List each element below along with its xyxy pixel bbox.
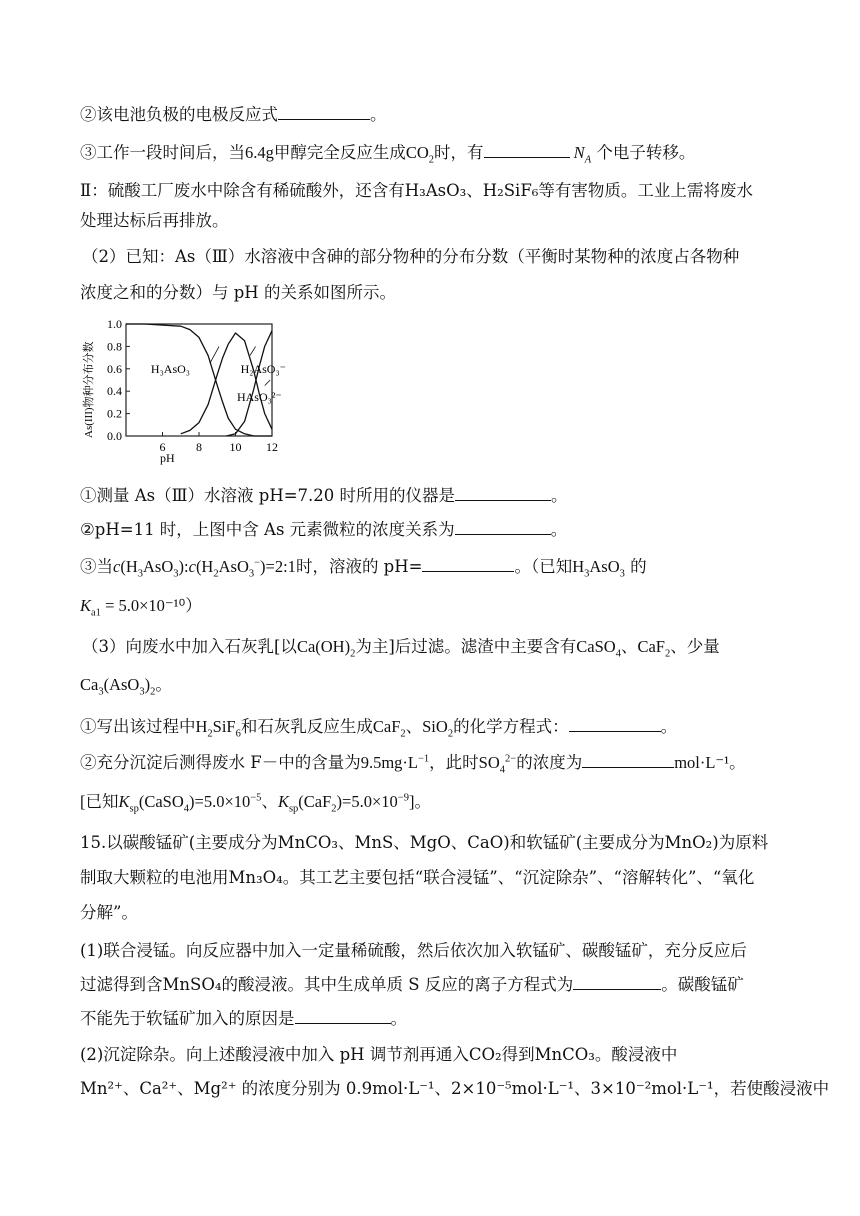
q1-part2: ②该电池负极的电极反应式 。 <box>80 105 387 124</box>
chart-axes <box>126 324 272 436</box>
q2-sub1-text: ①测量 As（Ⅲ）水溶液 pH=7.20 时所用的仪器是 <box>80 486 456 505</box>
x-tick-label: 8 <box>196 440 202 454</box>
answer-blank[interactable] <box>582 753 674 768</box>
series-label-leader-0 <box>210 346 219 363</box>
y-tick-label: 1.0 <box>107 317 122 331</box>
q3-sub1-text-b: 和石灰乳反应生成 <box>240 717 373 736</box>
h2sif6-formula: $H_2SiF_6$ <box>195 717 241 740</box>
ksp-values: [已知$K_{sp}(CaSO_4)=5.0\times 10^{-5}$、$K_{sp}(CaF_2)=5.0\times 10^{-9}$]。 <box>80 792 431 815</box>
ksp-text-b: ]。 <box>408 792 431 811</box>
q3-sub1-text-a: ①写出该过程中 <box>80 717 196 736</box>
x-tick-label: 10 <box>229 440 242 454</box>
q1-mass: 6.4g <box>245 143 274 162</box>
chart-series-labels <box>151 346 286 403</box>
answer-blank[interactable] <box>573 975 661 990</box>
q3-sub2-text-a: ②充分沉淀后测得废水 F－中的含量为 <box>80 753 361 772</box>
q15-line1: 15.以碳酸锰矿(主要成分为MnCO₃、MnS、MgO、CaO)和软锰矿(主要成分为MnO₂)为原料 <box>80 833 769 852</box>
q2-sub1: ①测量 As（Ⅲ）水溶液 pH=7.20 时所用的仪器是 。 <box>80 486 568 505</box>
q3-sub1-text-c: 的化学方程式： <box>453 717 569 736</box>
series-label-1: H₂AsO₃⁻ <box>240 361 286 376</box>
q3-sub1: ①写出该过程中$H_2SiF_6$和石灰乳反应生成CaF$_2$、SiO$_2$的化学方程式： 。 <box>80 717 678 740</box>
q3-sub2-text-b: ，此时 <box>429 753 479 772</box>
so4-ion: $SO_4^{2-}$ <box>478 753 517 776</box>
q1-part3-text-a: ③工作一段时间后，当 <box>80 143 245 162</box>
avogadro-symbol: $N_A$ <box>569 143 592 166</box>
chart-ticks <box>107 317 278 454</box>
answer-blank[interactable] <box>278 105 370 120</box>
sec2-line1: Ⅱ：硫酸工厂废水中除含有稀硫酸外，还含有H₃AsO₃、H₂SiF₆等有害物质。工业上需将废水 <box>80 181 753 200</box>
q15-p1-line3: 不能先于软锰矿加入的原因是 。 <box>80 1009 407 1028</box>
q15-p1-text-b: 。碳酸锰矿 <box>661 975 744 994</box>
q2-sub3-text-a: ③当 <box>80 557 113 576</box>
q2-sub2: ②pH=11 时，上图中含 As 元素微粒的浓度关系为 。 <box>80 520 568 539</box>
q15-p1-line1: (1)联合浸锰。向反应器中加入一定量稀硫酸，然后依次加入软锰矿、碳酸锰矿，充分反应后 <box>80 941 747 960</box>
caoh2-formula: $Ca(OH)_2$ <box>296 637 356 660</box>
q2-sub3-text-d: 的 <box>630 557 647 576</box>
series-label-leader-2 <box>265 380 270 386</box>
q15-p1-line3-text: 不能先于软锰矿加入的原因是 <box>80 1009 295 1028</box>
q3-text-c: 、少量 <box>670 637 720 656</box>
unit: mol·L⁻¹ <box>674 753 730 772</box>
ratio-expression: $c(H_3AsO_3):c(H_2AsO_3^-)=2:1$ <box>113 557 296 580</box>
answer-blank[interactable] <box>455 520 551 535</box>
q1-part2-text: ②该电池负极的电极反应式 <box>80 105 278 124</box>
chart-lines <box>126 324 272 436</box>
caso4-caf2: CaSO$_4$、CaF$_2$ <box>576 637 671 660</box>
series-label-leader-1 <box>250 346 255 355</box>
q2-sub2-text: ②pH=11 时，上图中含 As 元素微粒的浓度关系为 <box>80 520 455 539</box>
q3-text-a: （3）向废水中加入石灰乳[以 <box>82 637 297 656</box>
f-concentration: $9.5mg\cdot L^{-1}$ <box>360 753 430 772</box>
q2-sub3-text-c: 。（已知 <box>514 557 573 576</box>
y-tick-label: 0.0 <box>107 429 122 443</box>
series-label-2: HAsO₃²⁻ <box>236 389 282 404</box>
y-tick-label: 0.2 <box>107 406 122 421</box>
answer-blank[interactable] <box>569 717 661 732</box>
q15-line2: 制取大颗粒的电池用Mn₃O₄。其工艺主要包括“联合浸锰”、“沉淀除杂”、“溶解转化”、“氧化 <box>80 868 755 887</box>
co2-formula: $CO_2$ <box>405 143 435 166</box>
plot-frame <box>126 324 272 436</box>
q15-p2-line1: (2)沉淀除杂。向上述酸浸液中加入 pH 调节剂再通入CO₂得到MnCO₃。酸浸液中 <box>80 1045 678 1064</box>
answer-blank[interactable] <box>484 143 570 158</box>
answer-blank[interactable] <box>422 557 514 572</box>
series-line-0 <box>126 324 272 436</box>
series-label-0: H₃AsO₃ <box>150 361 190 376</box>
y-tick-label: 0.6 <box>107 361 122 376</box>
q3-sub2-text-c: 的浓度为 <box>516 753 583 772</box>
h3aso3-formula: $H_3AsO_3$ <box>572 557 625 580</box>
x-tick-label: 6 <box>159 440 166 454</box>
y-tick-label: 0.4 <box>107 384 122 399</box>
q1-part3-text-d: 个电子转移。 <box>596 143 696 162</box>
ka-value: 5.0×10⁻¹⁰ <box>118 596 186 615</box>
ca3aso32-formula: $Ca_3(AsO_3)_2$。 <box>80 675 172 698</box>
ksp-text-a: [已知 <box>80 792 119 811</box>
series-line-1 <box>181 333 272 434</box>
caf2-sio2: CaF$_2$、SiO$_2$ <box>372 717 454 740</box>
y-tick-label: 0.8 <box>107 339 122 354</box>
ka-expression: $K_{a1} = 5.0\times 10^{-10}$） <box>80 596 202 619</box>
q15-line3: 分解”。 <box>80 903 138 922</box>
q3-sub2: ②充分沉淀后测得废水 F－中的含量为$9.5mg\cdot L^{-1}$，此时$SO_4^{2-}$的浓度为 mol·L⁻¹。 <box>80 753 746 776</box>
q2-intro1: （2）已知：As（Ⅲ）水溶液中含砷的部分物种的分布分数（平衡时某物种的浓度占各物种 <box>82 247 740 266</box>
q15-p1-text-a: 过滤得到含MnSO₄的酸浸液。其中生成单质 S 反应的离子方程式为 <box>80 975 574 994</box>
q2-sub3-text-b: 时，溶液的 pH= <box>295 557 423 576</box>
chart-xlabel: pH <box>160 451 175 465</box>
answer-blank[interactable] <box>455 486 551 501</box>
q1-part3-text-c: 时，有 <box>434 143 484 162</box>
answer-blank[interactable] <box>295 1009 391 1024</box>
distribution-chart <box>74 308 294 468</box>
q2-sub3 <box>80 557 647 580</box>
q1-part3 <box>80 143 696 166</box>
q2-intro2: 浓度之和的分数）与 pH 的关系如图所示。 <box>80 283 396 302</box>
chart-ylabel: As(III)物种分布分数 <box>83 341 95 438</box>
sec2-line2: 处理达标后再排放。 <box>80 211 229 230</box>
q1-part3-text-b: 甲醇完全反应生成 <box>273 143 406 162</box>
q3-text-b: 为主]后过滤。滤渣中主要含有 <box>355 637 577 656</box>
x-tick-label: 12 <box>266 440 278 454</box>
q15-p1-line2 <box>80 975 744 995</box>
q15-p2-line2: Mn²⁺、Ca²⁺、Mg²⁺ 的浓度分别为 0.9mol·L⁻¹、2×10⁻⁵mol·L⁻¹、3×10⁻²mol·L⁻¹，若使酸浸液中 <box>80 1079 830 1098</box>
q3-line1 <box>82 637 720 660</box>
series-line-2 <box>226 331 272 436</box>
